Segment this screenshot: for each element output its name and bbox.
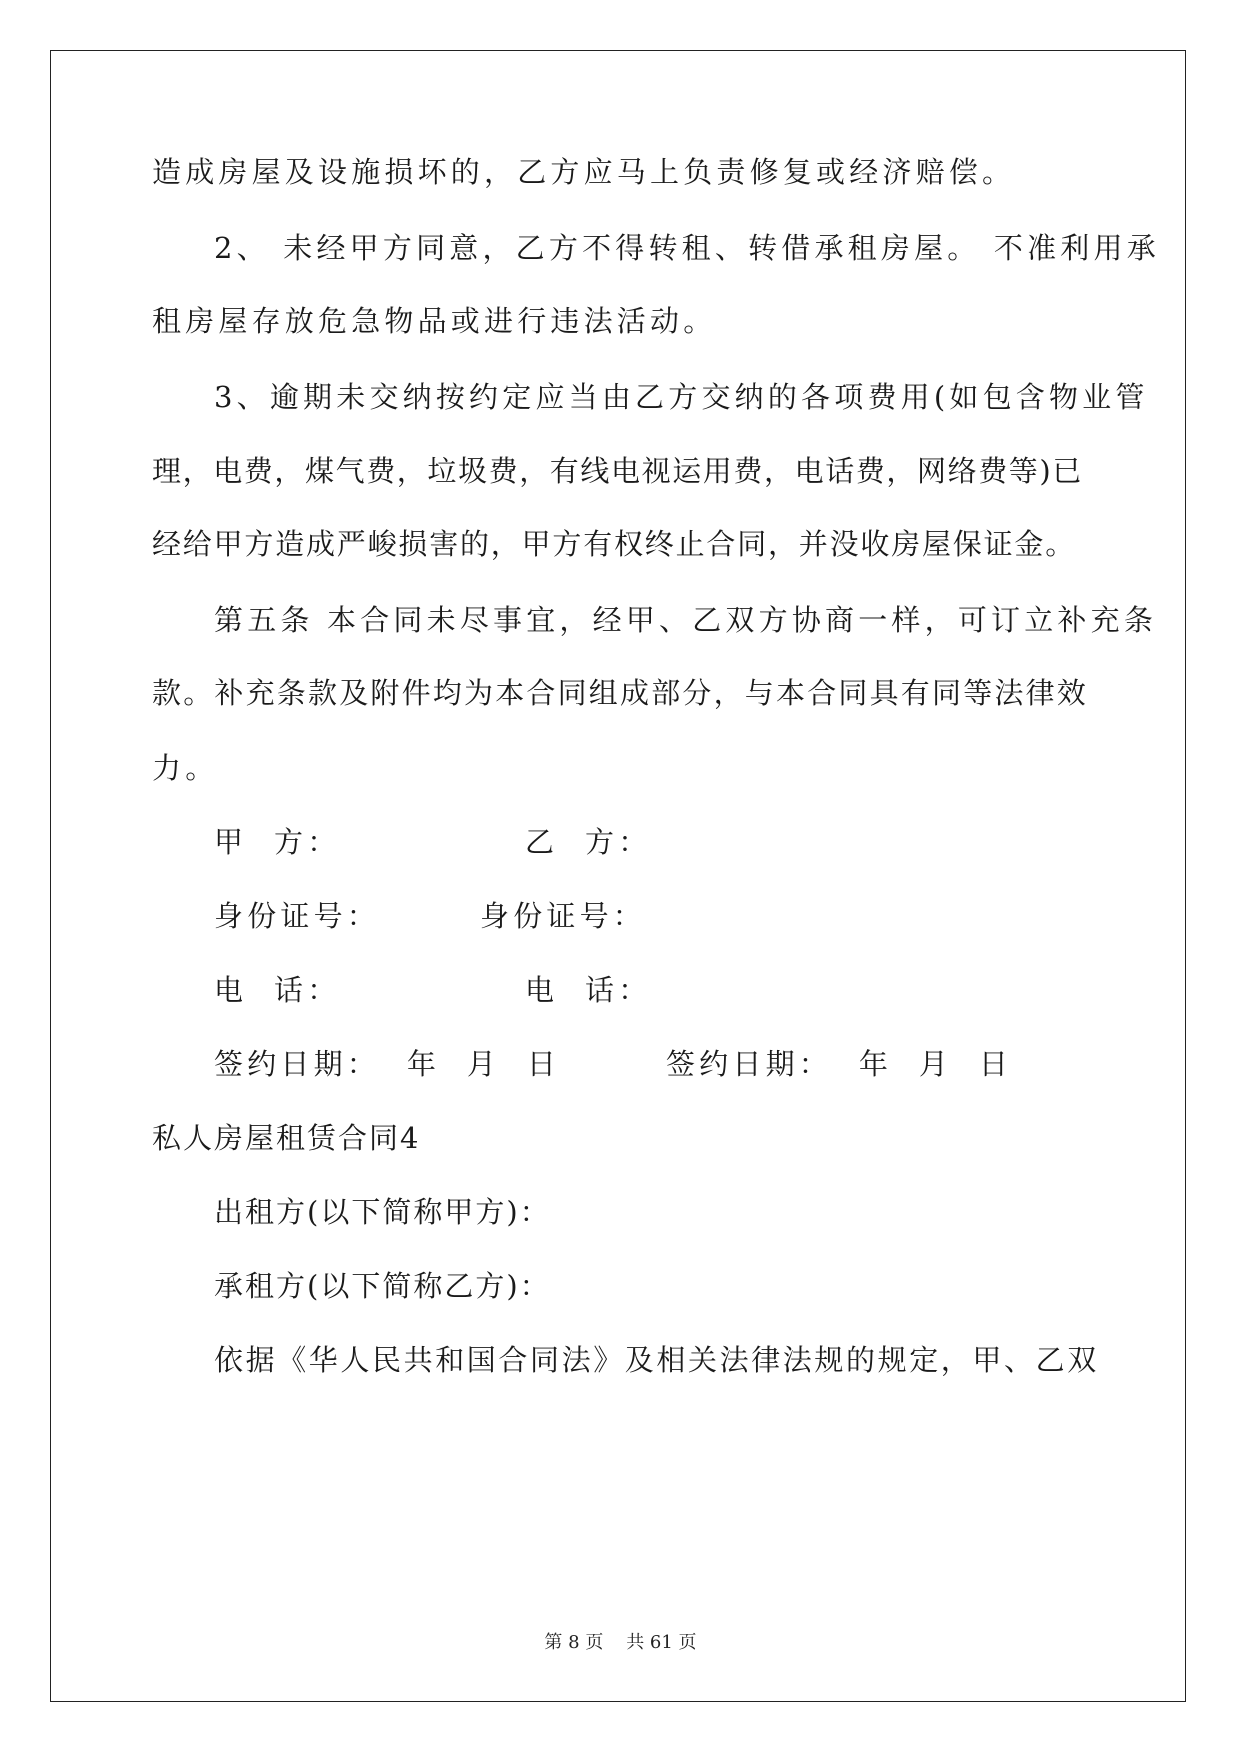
paragraph-line: 租房屋存放危急物品或进行违法活动。 [152,304,717,338]
page-border [50,50,1186,1702]
sign-date-b-label: 签约日期： 年 月 日 [666,1047,1013,1081]
lessor-line: 出租方(以下简称甲方)： [214,1195,551,1229]
paragraph-line: 3、逾期未交纳按约定应当由乙方交纳的各项费用(如包含物业管 [214,380,1149,414]
lessee-line: 承租方(以下简称乙方)： [214,1269,551,1303]
paragraph-line-text: 2、 未经甲方同意，乙方不得转租、转借承租房屋。 不准利用承 [214,231,1160,265]
paragraph-line: 第五条 本合同未尽事宜，经甲、乙双方协商一样，可订立补充条 [214,603,1158,637]
paragraph-line [214,228,1160,268]
party-a-label: 甲 方： [214,825,341,859]
phone-b-label: 电 话： [525,973,652,1007]
paragraph-line: 经给甲方造成严峻损害的，甲方有权终止合同，并没收房屋保证金。 [152,527,1077,561]
id-b-label: 身份证号： [480,899,647,933]
paragraph-line: 力。 [152,751,219,785]
page-number: 第 8 页 共 61 页 [544,1632,697,1653]
section-title: 私人房屋租赁合同4 [152,1121,421,1155]
phone-a-label: 电 话： [214,973,341,1007]
party-b-label: 乙 方： [525,825,652,859]
sign-date-a-label: 签约日期： 年 月 日 [214,1047,561,1081]
paragraph-line: 款。补充条款及附件均为本合同组成部分，与本合同具有同等法律效 [152,676,1089,710]
id-a-label: 身份证号： [214,899,381,933]
paragraph-line: 理，电费，煤气费，垃圾费，有线电视运用费，电话费，网络费等)已 [152,454,1083,488]
paragraph-line: 依据《华人民共和国合同法》及相关法律法规的规定，甲、乙双 [214,1343,1099,1377]
paragraph-line: 造成房屋及设施损坏的，乙方应马上负责修复或经济赔偿。 [152,155,1016,189]
